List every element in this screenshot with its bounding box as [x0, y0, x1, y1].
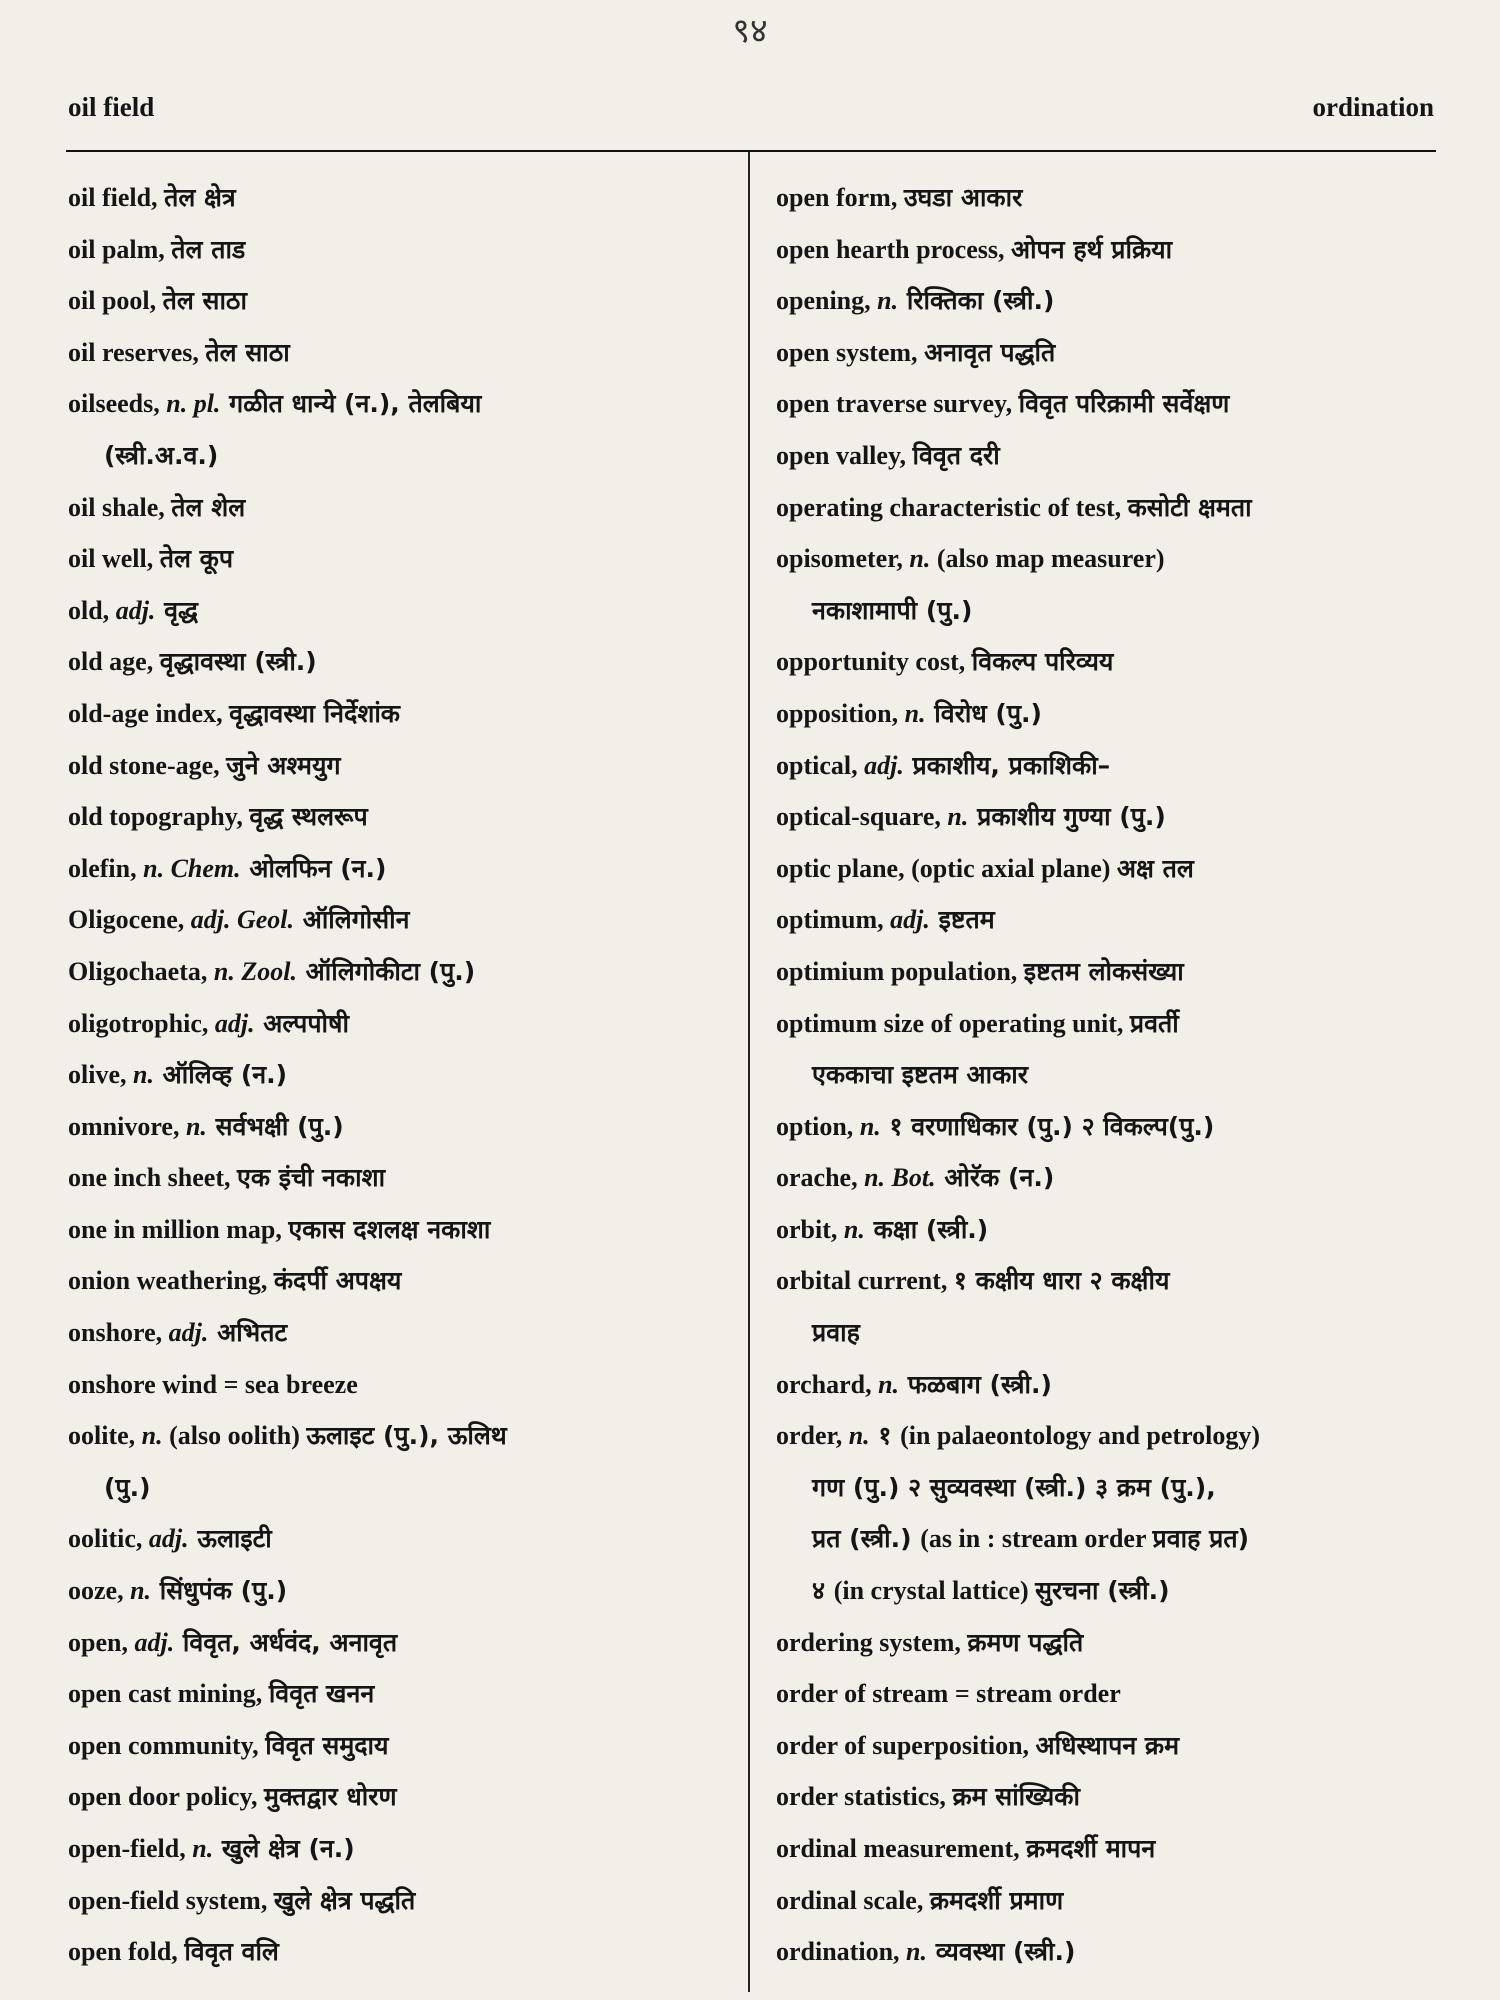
- marathi-equivalent: वृद्ध: [155, 595, 199, 625]
- dictionary-entry-line: [68, 1462, 728, 1514]
- dictionary-entry-line: [68, 1049, 728, 1101]
- dictionary-entry-line: [68, 482, 728, 534]
- marathi-equivalent: इष्टतम: [929, 905, 995, 935]
- part-of-speech: n.: [947, 802, 969, 832]
- dictionary-entry-line: [776, 1359, 1446, 1411]
- entry-term: open form,: [776, 183, 904, 212]
- dictionary-entry-line: [776, 482, 1446, 534]
- part-of-speech: n. Bot.: [864, 1163, 936, 1193]
- entry-term: one inch sheet,: [68, 1163, 237, 1193]
- entry-term: onshore,: [68, 1318, 169, 1348]
- entry-term: old-age index,: [68, 698, 230, 728]
- dictionary-entry-line: [776, 894, 1446, 946]
- dictionary-entry-line: [68, 327, 728, 379]
- entry-term: optic plane,: [776, 853, 912, 883]
- dictionary-entry-line: [776, 1668, 1446, 1720]
- dictionary-entry-line: [776, 636, 1446, 688]
- dictionary-entry-line: [776, 1049, 1446, 1101]
- dictionary-entry-line: [68, 1359, 728, 1411]
- part-of-speech: n. Chem.: [143, 853, 241, 883]
- dictionary-entry-line: [68, 1152, 728, 1204]
- entry-term: open,: [68, 1627, 135, 1657]
- dictionary-entry-line: [776, 1101, 1446, 1153]
- dictionary-entry-line: [776, 1823, 1446, 1875]
- marathi-equivalent: ओलफिन (न.): [240, 853, 387, 883]
- dictionary-entry-line: [68, 894, 728, 946]
- dictionary-entry-line: [776, 533, 1446, 585]
- entry-term: orbital current,: [776, 1266, 954, 1296]
- marathi-equivalent: ४: [812, 1576, 834, 1606]
- dictionary-entry-line: [776, 327, 1446, 379]
- usage-note: (also oolith): [162, 1421, 307, 1451]
- marathi-equivalent: तेल कूप: [159, 544, 234, 574]
- marathi-equivalent: तेल साठा: [162, 286, 247, 316]
- entry-term: old age,: [68, 647, 160, 677]
- dictionary-entry-line: [68, 1617, 728, 1669]
- marathi-equivalent: ऑलिगोकीटा (पु.): [296, 956, 476, 986]
- marathi-equivalent: कंदर्पी अपक्षय: [273, 1266, 402, 1296]
- entry-term: open cast mining,: [68, 1679, 269, 1709]
- marathi-equivalent: क्रमदर्शी प्रमाण: [929, 1885, 1064, 1915]
- marathi-equivalent: एककाचा इष्टतम आकार: [812, 1060, 1028, 1090]
- marathi-equivalent: अभितट: [208, 1318, 288, 1348]
- marathi-equivalent: (पु.): [104, 1472, 151, 1502]
- marathi-equivalent: वृद्ध स्थलरूप: [249, 802, 368, 832]
- marathi-equivalent: खुले क्षेत्र पद्धति: [273, 1885, 416, 1915]
- marathi-equivalent: मुक्तद्वार धोरण: [264, 1782, 397, 1812]
- entry-term: oilseeds,: [68, 389, 167, 419]
- marathi-equivalent: अधिस्थापन क्रम: [1035, 1730, 1180, 1760]
- entry-term: ooze,: [68, 1576, 131, 1606]
- entry-term: Oligochaeta,: [68, 956, 214, 986]
- entry-term: olive,: [68, 1060, 133, 1090]
- usage-note: (in palaeontology and petrology): [900, 1421, 1261, 1451]
- usage-note: (as in : stream order: [920, 1524, 1153, 1554]
- entry-term: optical-square,: [776, 802, 948, 832]
- dictionary-entry-line: [68, 533, 728, 585]
- dictionary-entry-line: [68, 585, 728, 637]
- entry-term: olefin,: [68, 853, 144, 883]
- dictionary-entry-line: [776, 224, 1446, 276]
- entry-term: onion weathering,: [68, 1266, 274, 1296]
- marathi-equivalent: जुने अश्मयुग: [226, 750, 341, 780]
- dictionary-entry-line: [776, 946, 1446, 998]
- marathi-equivalent: विवृत, अर्धवंद, अनावृत: [174, 1627, 398, 1657]
- entry-term: operating characteristic of test,: [776, 492, 1128, 522]
- part-of-speech: n.: [877, 286, 899, 316]
- entry-term: oligotrophic,: [68, 1008, 215, 1038]
- dictionary-entry-line: [776, 688, 1446, 740]
- marathi-equivalent: एक इंची नकाशा: [237, 1163, 386, 1193]
- entry-term: oolite,: [68, 1421, 142, 1451]
- guide-word-left: oil field: [68, 92, 155, 122]
- dictionary-entry-line: [68, 172, 728, 224]
- entry-term: old stone-age,: [68, 750, 227, 780]
- entry-term: open-field system,: [68, 1885, 274, 1915]
- marathi-equivalent: रिक्तिका (स्त्री.): [898, 286, 1055, 316]
- marathi-equivalent: गण (पु.) २ सुव्यवस्था (स्त्री.) ३ क्रम (पु.),: [812, 1472, 1216, 1502]
- marathi-equivalent: १ कक्षीय धारा २ कक्षीय: [953, 1266, 1170, 1296]
- dictionary-entry-line: [776, 1410, 1446, 1462]
- part-of-speech: n.: [192, 1834, 214, 1863]
- marathi-equivalent: ओरॅक (न.): [935, 1163, 1055, 1193]
- dictionary-entry-line: [776, 1617, 1446, 1669]
- dictionary-entry-line: [68, 224, 728, 276]
- dictionary-entry-line: [68, 1513, 728, 1565]
- dictionary-entry-line: [68, 740, 728, 792]
- entry-term: open fold,: [68, 1937, 185, 1967]
- entry-term: opportunity cost,: [776, 647, 972, 677]
- dictionary-entry-line: [776, 791, 1446, 843]
- entry-term: optical,: [776, 750, 865, 780]
- entry-term: ordinal scale,: [776, 1885, 930, 1915]
- part-of-speech: n.: [848, 1421, 870, 1451]
- part-of-speech: n.: [843, 1214, 865, 1244]
- entry-term: open system,: [776, 337, 925, 367]
- dictionary-entry-line: [68, 636, 728, 688]
- entry-term: orchard,: [776, 1369, 879, 1399]
- marathi-equivalent: कसोटी क्षमता: [1127, 492, 1252, 522]
- entry-term: optimum,: [776, 905, 891, 935]
- part-of-speech: n.: [141, 1421, 163, 1451]
- entry-term: ordination,: [776, 1937, 907, 1967]
- part-of-speech: adj.: [148, 1524, 189, 1554]
- dictionary-entry-line: [68, 430, 728, 482]
- marathi-equivalent: तेल शेल: [171, 492, 246, 522]
- entry-term: order statistics,: [776, 1782, 953, 1812]
- marathi-equivalent: नकाशामापी (पु.): [812, 595, 973, 625]
- dictionary-entry-line: [776, 1875, 1446, 1927]
- marathi-equivalent: ऊलाइटी: [188, 1524, 272, 1554]
- dictionary-entry-line: [68, 1204, 728, 1256]
- dictionary-entry-line: [68, 1101, 728, 1153]
- marathi-equivalent: प्रवर्ती: [1129, 1008, 1179, 1038]
- marathi-equivalent: कक्षा (स्त्री.): [864, 1214, 989, 1244]
- dictionary-entry-line: [776, 1771, 1446, 1823]
- marathi-equivalent: इष्टतम लोकसंख्या: [1023, 956, 1184, 986]
- left-column: [68, 172, 728, 1978]
- part-of-speech: adj.: [134, 1627, 175, 1657]
- part-of-speech: adj.: [168, 1318, 209, 1348]
- marathi-equivalent: विवृत दरी: [912, 440, 1000, 470]
- marathi-equivalent: १ वरणाधिकार (पु.) २ विकल्प(पु.): [880, 1111, 1215, 1141]
- marathi-equivalent: अक्ष तल: [1116, 853, 1194, 883]
- marathi-equivalent: ऑलिव्ह (न.): [153, 1060, 288, 1090]
- dictionary-entry-line: [776, 1565, 1446, 1617]
- part-of-speech: n. Zool.: [213, 956, 297, 986]
- marathi-equivalent: गळीत धान्ये (न.), तेलबिया: [220, 389, 482, 419]
- marathi-equivalent: सिंधुपंक (पु.): [151, 1576, 288, 1606]
- dictionary-entry-line: [68, 1255, 728, 1307]
- part-of-speech: n.: [130, 1576, 152, 1606]
- marathi-equivalent: प्रकाशीय गुण्या (पु.): [968, 802, 1166, 832]
- usage-note: (in crystal lattice): [833, 1576, 1036, 1606]
- entry-term: Oligocene,: [68, 905, 191, 935]
- dictionary-entry-line: [68, 1307, 728, 1359]
- entry-term: oil field,: [68, 183, 165, 212]
- entry-term: oil reserves,: [68, 337, 206, 367]
- marathi-equivalent: ऑलिगोसीन: [294, 905, 410, 935]
- page-number: ९४: [732, 11, 768, 51]
- marathi-equivalent: अल्पपोषी: [254, 1008, 349, 1038]
- marathi-equivalent: विवृत खनन: [268, 1679, 375, 1709]
- entry-term: open valley,: [776, 440, 913, 470]
- entry-term: open-field,: [68, 1834, 193, 1863]
- entry-term: order,: [776, 1421, 849, 1451]
- marathi-equivalent: विरोध (पु.): [925, 698, 1042, 728]
- entry-term: oil palm,: [68, 234, 172, 264]
- part-of-speech: n. pl.: [166, 389, 221, 419]
- entry-term: oil shale,: [68, 492, 172, 522]
- part-of-speech: adj.: [115, 595, 156, 625]
- dictionary-entry-line: [776, 1255, 1446, 1307]
- part-of-speech: n.: [909, 544, 931, 574]
- usage-note: (optic axial plane): [911, 853, 1117, 883]
- dictionary-entry-line: [68, 1771, 728, 1823]
- part-of-speech: adj.: [890, 905, 930, 935]
- marathi-equivalent: वृद्धावस्था (स्त्री.): [159, 647, 317, 677]
- marathi-equivalent: १: [869, 1421, 901, 1451]
- marathi-equivalent: एकास दशलक्ष नकाशा: [288, 1214, 491, 1244]
- column-divider: [748, 152, 750, 1992]
- entry-term: open traverse survey,: [776, 389, 1019, 419]
- entry-term: omnivore,: [68, 1111, 186, 1141]
- marathi-equivalent: क्रम सांख्यिकी: [952, 1782, 1080, 1812]
- dictionary-entry-line: [68, 1565, 728, 1617]
- marathi-equivalent: विवृत वलि: [184, 1937, 279, 1967]
- dictionary-entry-line: [68, 1823, 728, 1875]
- part-of-speech: n.: [904, 698, 926, 728]
- dictionary-entry-line: [68, 843, 728, 895]
- usage-note: (also map measurer): [930, 544, 1165, 574]
- marathi-equivalent-cont: प्रवाह प्रत): [1152, 1524, 1249, 1554]
- marathi-equivalent-cont: सुरचना (स्त्री.): [1035, 1576, 1170, 1606]
- dictionary-entry-line: [68, 1875, 728, 1927]
- dictionary-entry-line: [68, 688, 728, 740]
- marathi-equivalent: व्यवस्था (स्त्री.): [927, 1937, 1076, 1967]
- entry-term: optimium population,: [776, 956, 1024, 986]
- marathi-equivalent: तेल क्षेत्र: [164, 183, 236, 212]
- dictionary-entry-line: [68, 1720, 728, 1772]
- marathi-equivalent: प्रकाशीय, प्रकाशिकी–: [903, 750, 1111, 780]
- dictionary-entry-line: [68, 1410, 728, 1462]
- marathi-equivalent: फळबाग (स्त्री.): [899, 1369, 1052, 1399]
- part-of-speech: n.: [133, 1060, 154, 1090]
- entry-term: ordering system,: [776, 1627, 968, 1657]
- part-of-speech: n.: [906, 1937, 927, 1967]
- marathi-equivalent: प्रवाह: [812, 1318, 860, 1348]
- dictionary-entry-line: [776, 172, 1446, 224]
- marathi-equivalent: विकल्प परिव्यय: [971, 647, 1114, 677]
- marathi-equivalent: प्रत (स्त्री.): [812, 1524, 921, 1554]
- entry-term: opisometer,: [776, 544, 910, 574]
- dictionary-entry-line: [776, 1513, 1446, 1565]
- marathi-equivalent: उघडा आकार: [903, 183, 1023, 212]
- dictionary-entry-line: [776, 1204, 1446, 1256]
- entry-term: oil pool,: [68, 286, 163, 316]
- entry-term: optimum size of operating unit,: [776, 1008, 1130, 1038]
- entry-term: orbit,: [776, 1214, 844, 1244]
- dictionary-entry-line: [776, 1462, 1446, 1514]
- entry-term: old,: [68, 595, 116, 625]
- entry-term: oolitic,: [68, 1524, 149, 1554]
- marathi-equivalent: तेल साठा: [205, 337, 290, 367]
- guide-word-right: ordination: [1312, 92, 1434, 122]
- part-of-speech: n.: [878, 1369, 900, 1399]
- header-rule: [66, 150, 1436, 152]
- part-of-speech: adj. Geol.: [190, 905, 295, 935]
- entry-term: open community,: [68, 1730, 266, 1760]
- dictionary-entry-line: [776, 1152, 1446, 1204]
- entry-term: ordinal measurement,: [776, 1834, 1027, 1863]
- entry-term: oil well,: [68, 544, 160, 574]
- entry-term: orache,: [776, 1163, 865, 1193]
- entry-term: order of stream = stream order: [776, 1679, 1121, 1709]
- entry-term: opening,: [776, 286, 878, 316]
- entry-term: option,: [776, 1111, 860, 1141]
- entry-term: opposition,: [776, 698, 905, 728]
- entry-term: open door policy,: [68, 1782, 265, 1812]
- dictionary-entry-line: [776, 430, 1446, 482]
- dictionary-entry-line: [776, 585, 1446, 637]
- dictionary-entry-line: [776, 275, 1446, 327]
- dictionary-entry-line: [68, 998, 728, 1050]
- right-column: [776, 172, 1446, 1978]
- dictionary-entry-line: [776, 843, 1446, 895]
- entry-term: old topography,: [68, 802, 250, 832]
- marathi-equivalent: ऊलाइट (पु.), ऊलिथ: [306, 1421, 507, 1451]
- marathi-equivalent: विवृत समुदाय: [265, 1730, 389, 1760]
- marathi-equivalent: विवृत परिक्रामी सर्वेक्षण: [1018, 389, 1230, 419]
- marathi-equivalent: ओपन हर्थ प्रक्रिया: [1010, 234, 1173, 264]
- marathi-equivalent: सर्वभक्षी (पु.): [206, 1111, 344, 1141]
- entry-term: one in million map,: [68, 1214, 289, 1244]
- marathi-equivalent: तेल ताड: [171, 234, 246, 264]
- part-of-speech: n.: [185, 1111, 207, 1141]
- dictionary-entry-line: [68, 791, 728, 843]
- dictionary-entry-line: [776, 378, 1446, 430]
- entry-term: order of superposition,: [776, 1730, 1036, 1760]
- part-of-speech: adj.: [864, 750, 904, 780]
- dictionary-entry-line: [776, 1307, 1446, 1359]
- dictionary-entry-line: [776, 998, 1446, 1050]
- entry-term: onshore wind = sea breeze: [68, 1369, 358, 1399]
- dictionary-entry-line: [776, 1926, 1446, 1978]
- dictionary-entry-line: [68, 1668, 728, 1720]
- marathi-equivalent: क्रमदर्शी मापन: [1026, 1834, 1156, 1863]
- dictionary-entry-line: [68, 1926, 728, 1978]
- marathi-equivalent: अनावृत पद्धति: [924, 337, 1056, 367]
- marathi-equivalent: (स्त्री.अ.व.): [104, 440, 219, 470]
- dictionary-entry-line: [776, 1720, 1446, 1772]
- entry-term: open hearth process,: [776, 234, 1011, 264]
- part-of-speech: adj.: [214, 1008, 255, 1038]
- dictionary-entry-line: [68, 946, 728, 998]
- marathi-equivalent: क्रमण पद्धति: [967, 1627, 1084, 1657]
- marathi-equivalent: वृद्धावस्था निर्देशांक: [229, 698, 401, 728]
- dictionary-entry-line: [68, 275, 728, 327]
- part-of-speech: n.: [859, 1111, 881, 1141]
- dictionary-entry-line: [68, 378, 728, 430]
- marathi-equivalent: खुले क्षेत्र (न.): [213, 1834, 355, 1863]
- dictionary-entry-line: [776, 740, 1446, 792]
